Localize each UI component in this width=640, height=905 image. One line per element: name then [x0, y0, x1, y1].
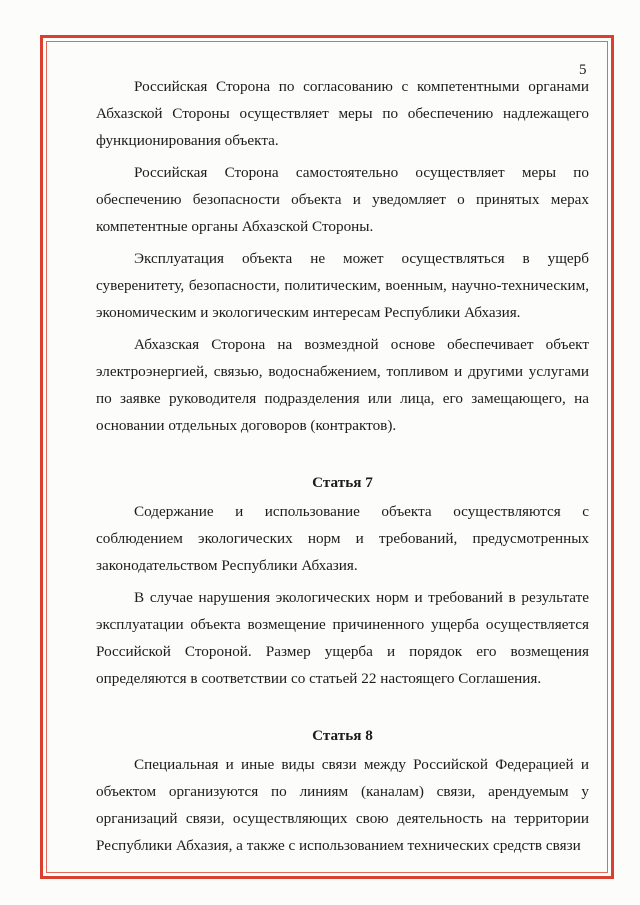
paragraph-2: Российская Сторона самостоятельно осуществляет меры по обеспечению безопасности объекта и уведомляет о принятых мерах компетентные органы Абхазской Стороны.: [96, 164, 589, 235]
document-body: [96, 73, 589, 864]
article-8-heading: Статья 8: [312, 727, 373, 744]
paragraph-1: Российская Сторона по согласованию с компетентными органами Абхазской Стороны осуществляет меры по обеспечению надлежащего функционирования объекта.: [96, 78, 589, 149]
article-7-paragraph-1: Содержание и использование объекта осуществляются с соблюдением экологических норм и требований, предусмотренных законодательством Республики Абхазия.: [96, 503, 589, 574]
article-8-paragraph-1: Специальная и иные виды связи между Российской Федерацией и объектом организуются по линиям (каналам) связи, арендуемым у организаций связи, осуществляющих свою деятельность на территории Республики Абхазия, а также с использованием технических средств связи: [96, 756, 589, 854]
paragraph-4: Абхазская Сторона на возмездной основе обеспечивает объект электроэнергией, связью, водоснабжением, топливом и другими услугами по заявке руководителя подразделения или лица, его замещающего, на основании отдельных договоров (контрактов).: [96, 336, 589, 434]
paragraph-3: Эксплуатация объекта не может осуществляться в ущерб суверенитету, безопасности, политическим, военным, научно-техническим, экономическим и экологическим интересам Республики Абхазия.: [96, 250, 589, 321]
article-7-heading: Статья 7: [312, 474, 373, 491]
article-7-paragraph-2: В случае нарушения экологических норм и требований в результате эксплуатации объекта возмещение причиненного ущерба осуществляется Российской Стороной. Размер ущерба и порядок его возмещения определяются в соответствии со статьей 22 настоящего Соглашения.: [96, 589, 589, 687]
page-number: 5: [579, 62, 587, 78]
